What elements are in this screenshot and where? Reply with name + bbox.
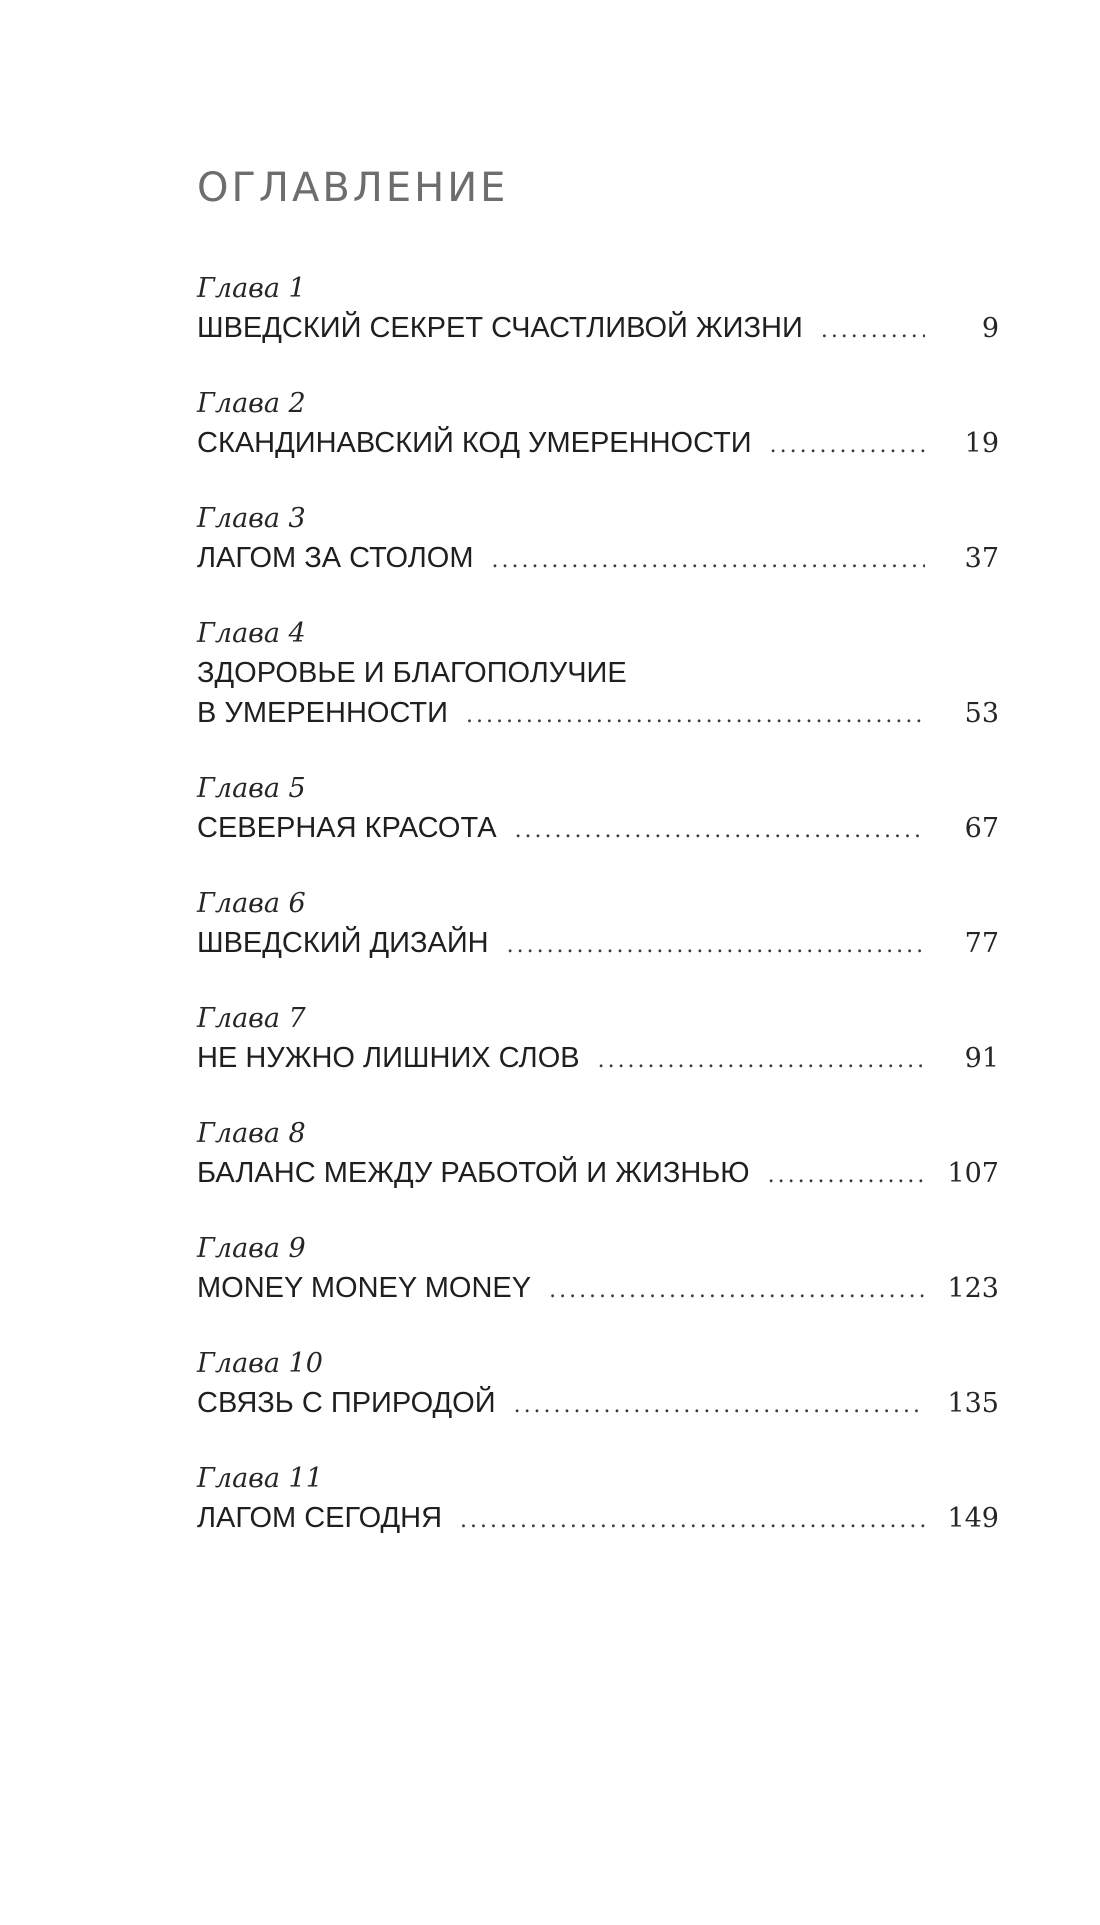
page-number: 67 <box>964 813 999 844</box>
chapter-title: СВЯЗЬ С ПРИРОДОЙ <box>197 1387 496 1419</box>
chapter-label: Глава 2 <box>197 388 306 419</box>
leader-row <box>197 808 999 848</box>
dot-leader <box>507 926 925 966</box>
dot-leader <box>460 1501 925 1541</box>
toc-entry[interactable] <box>197 1000 999 1078</box>
chapter-label: Глава 7 <box>197 1003 306 1034</box>
page-number: 91 <box>964 1043 999 1074</box>
chapter-title: ШВЕДСКИЙ СЕКРЕТ СЧАСТЛИВОЙ ЖИЗНИ <box>197 312 803 344</box>
chapter-title-continued: В УМЕРЕННОСТИ <box>197 697 448 729</box>
chapter-label: Глава 9 <box>197 1233 306 1264</box>
leader-row <box>197 1268 999 1308</box>
toc-entry[interactable] <box>197 770 999 848</box>
chapter-title: БАЛАНС МЕЖДУ РАБОТОЙ И ЖИЗНЬЮ <box>197 1157 750 1189</box>
leader-row <box>197 693 999 733</box>
chapter-label: Глава 10 <box>197 1348 323 1379</box>
toc-entry[interactable] <box>197 1460 999 1538</box>
page-number: 9 <box>981 313 999 344</box>
chapter-title: ЛАГОМ СЕГОДНЯ <box>197 1502 443 1534</box>
toc-entry[interactable] <box>197 885 999 963</box>
leader-row <box>197 308 999 348</box>
page-number: 53 <box>964 698 999 729</box>
page-number: 107 <box>947 1158 999 1189</box>
chapter-title: ЗДОРОВЬЕ И БЛАГОПОЛУЧИЕ <box>197 657 627 689</box>
chapter-title: ШВЕДСКИЙ ДИЗАЙН <box>197 927 489 959</box>
leader-row <box>197 923 999 963</box>
toc-entry[interactable] <box>197 1230 999 1308</box>
leader-row <box>197 423 999 463</box>
chapter-label: Глава 3 <box>197 503 306 534</box>
chapter-label: Глава 6 <box>197 888 306 919</box>
chapter-label: Глава 5 <box>197 773 306 804</box>
toc-entry[interactable] <box>197 1345 999 1423</box>
chapter-label: Глава 4 <box>197 618 306 649</box>
page-number: 149 <box>947 1503 999 1534</box>
toc-entry[interactable] <box>197 1115 999 1193</box>
chapter-title: MONEY MONEY MONEY <box>197 1272 532 1304</box>
chapter-title: СКАНДИНАВСКИЙ КОД УМЕРЕННОСТИ <box>197 427 752 459</box>
dot-leader <box>549 1271 925 1311</box>
dot-leader <box>492 541 925 581</box>
page-number: 77 <box>964 928 999 959</box>
dot-leader <box>466 696 925 736</box>
dot-leader <box>598 1041 925 1081</box>
toc-entry[interactable] <box>197 385 999 463</box>
page-number: 37 <box>964 543 999 574</box>
dot-leader <box>768 1156 925 1196</box>
page-number: 19 <box>964 428 999 459</box>
leader-row <box>197 538 999 578</box>
toc-entry[interactable] <box>197 615 999 733</box>
chapter-label: Глава 1 <box>197 273 306 304</box>
table-of-contents <box>197 270 999 1575</box>
dot-leader <box>514 1386 925 1426</box>
page-number: 123 <box>947 1273 999 1304</box>
chapter-title: СЕВЕРНАЯ КРАСОТА <box>197 812 497 844</box>
chapter-label: Глава 11 <box>197 1463 323 1494</box>
dot-leader <box>770 426 925 466</box>
leader-row <box>197 1038 999 1078</box>
page-title: ОГЛАВЛЕНИЕ <box>197 165 509 211</box>
dot-leader <box>515 811 925 851</box>
toc-entry[interactable] <box>197 500 999 578</box>
leader-row <box>197 1383 999 1423</box>
chapter-title: ЛАГОМ ЗА СТОЛОМ <box>197 542 474 574</box>
dot-leader <box>821 311 925 351</box>
chapter-title: НЕ НУЖНО ЛИШНИХ СЛОВ <box>197 1042 580 1074</box>
leader-row <box>197 1498 999 1538</box>
page-number: 135 <box>947 1388 999 1419</box>
toc-entry[interactable] <box>197 270 999 348</box>
chapter-label: Глава 8 <box>197 1118 306 1149</box>
leader-row <box>197 1153 999 1193</box>
